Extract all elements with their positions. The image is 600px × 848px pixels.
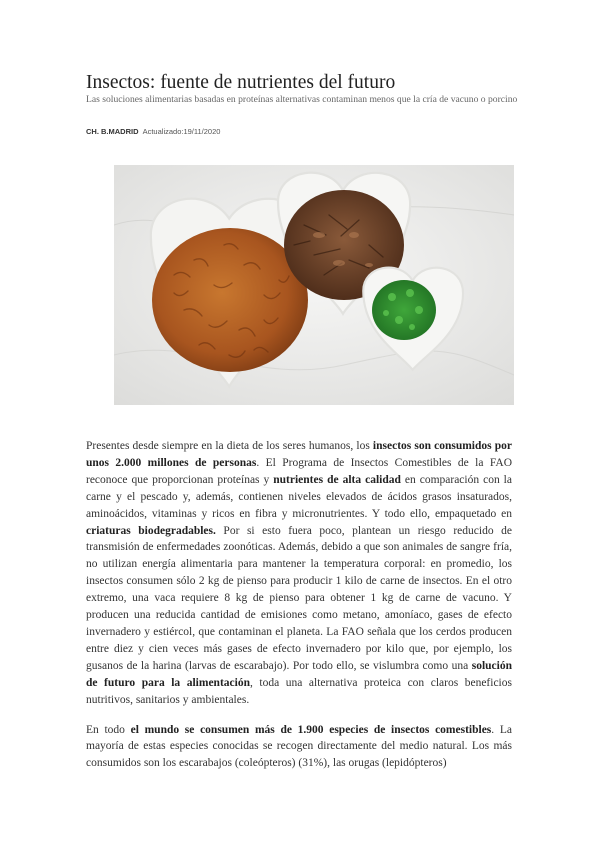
updated-date: Actualizado:19/11/2020 — [142, 127, 221, 136]
bold-text: insectos son consumidos por unos 2.000 millones de personas — [86, 440, 512, 469]
article-paragraph — [86, 722, 512, 773]
article-body — [86, 438, 512, 785]
body-text: Por si esto fuera poco, plantean un riesgo reducido de transmisión de enfermedades zoonóticas. Además, debido a que son animales de sangre fría, no utilizan energía alimentaria para mantener la temperatura corporal: en promedio, los insectos consumen sólo 2 kg de pienso para producir 1 kilo de carne de insectos. En el otro extremo, una vaca requiere 8 kg de pienso para obtener 1 kg de carne de vacuno. Y producen una reducida cantidad de emisiones como metano, amoníaco, gases de efecto invernadero y estiércol, que contaminan el planeta. La FAO señala que los cerdos producen entre diez y cien veces más gases de efecto invernadero por kilo que, por ejemplo, los gusanos de la harina (larvas de escarabajo). Por todo ello, se vislumbra como una — [86, 524, 512, 672]
article-paragraph — [86, 438, 512, 709]
bold-text: el mundo se consumen más de 1.900 especies de insectos comestibles — [130, 723, 492, 736]
author-name: CH. B.MADRID — [86, 127, 139, 136]
body-text: Presentes desde siempre en la dieta de los seres humanos, los — [86, 440, 373, 452]
insect-bowls-illustration — [114, 165, 514, 405]
body-text: . El Programa de Insectos Comestibles de la FAO reconoce que proporcionan proteínas y — [86, 456, 513, 486]
bold-text: nutrientes de alta calidad — [273, 473, 401, 486]
bold-text: solución de futuro para la alimentación — [86, 659, 512, 689]
article-subtitle: Las soluciones alimentarias basadas en proteínas alternativas contaminan menos que la cría de vacuno o porcino — [86, 94, 518, 105]
herb-pile — [372, 280, 436, 340]
byline — [86, 127, 220, 136]
body-text: , toda una alternativa proteica con claros beneficios nutritivos, sanitarios y ambientales. — [86, 676, 512, 706]
body-text: en comparación con la carne y el pescado y, además, contienen niveles elevados de ácidos grasos insaturados, aminoácidos, vitaminas y ricos en fibra y micronutrientes. Y todo ello, empaquetado en — [86, 473, 512, 520]
article-photo — [114, 165, 514, 405]
body-text: En todo — [86, 723, 131, 736]
article-title: Insectos: fuente de nutrientes del futuro — [86, 72, 396, 93]
body-text: . La mayoría de estas especies conocidas se recogen directamente del medio natural. Los más consumidos son los escarabajos (coleópteros) (31%), las orugas (lepidópteros) — [86, 723, 512, 770]
bold-text: criaturas biodegradables. — [86, 524, 216, 537]
